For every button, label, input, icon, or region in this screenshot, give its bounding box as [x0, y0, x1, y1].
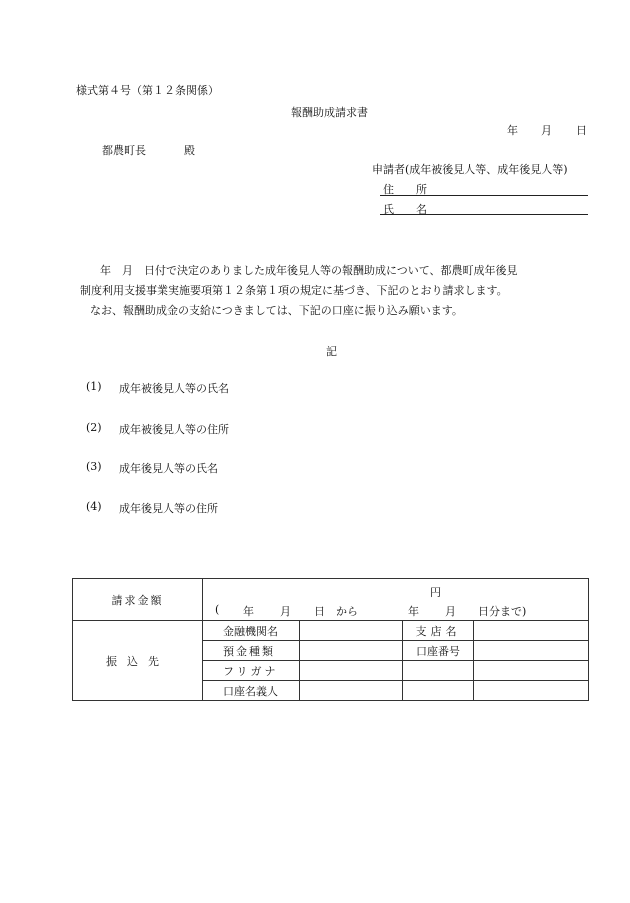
period-month-1: 月 [280, 604, 291, 618]
payment-table [72, 578, 589, 701]
date-month: 月 [541, 124, 552, 137]
bank-name-label: 金融機関名 [203, 621, 300, 641]
account-holder-input-extra-2[interactable] [474, 681, 589, 701]
account-holder-label: 口座名義人 [203, 681, 300, 701]
amount-cell[interactable] [203, 579, 589, 621]
account-holder-input-extra[interactable] [403, 681, 474, 701]
applicant-name-label: 氏 名 [383, 203, 427, 216]
applicant-name-line [380, 214, 588, 215]
branch-input[interactable] [474, 621, 589, 641]
ki-heading: 記 [326, 345, 337, 358]
date-day: 日 [576, 124, 587, 137]
deposit-type-input[interactable] [300, 641, 403, 661]
bank-name-input[interactable] [300, 621, 403, 641]
body-line-1: 年 月 日付で決定のありました成年後見人等の報酬助成について、都農町成年後見 [100, 264, 518, 277]
account-number-label: 口座番号 [403, 641, 474, 661]
item-1-label: 成年被後見人等の氏名 [119, 382, 229, 395]
applicant-address-line [380, 195, 588, 196]
item-2-number: (2) [86, 421, 102, 434]
form-number: 様式第４号（第１２条関係） [76, 84, 219, 97]
account-holder-input[interactable] [300, 681, 403, 701]
item-1-number: (1) [86, 380, 102, 393]
yen-label: 円 [430, 585, 441, 599]
period-year-1: 年 [243, 604, 254, 618]
furigana-input[interactable] [300, 661, 403, 681]
item-4-label: 成年後見人等の住所 [119, 502, 218, 515]
furigana-label: フリガナ [203, 661, 300, 681]
branch-label: 支店名 [403, 621, 474, 641]
period-day-to: 日分まで) [478, 604, 527, 618]
date-year: 年 [507, 124, 518, 137]
applicant-address-label: 住 所 [383, 183, 427, 196]
furigana-input-extra[interactable] [403, 661, 474, 681]
item-3-label: 成年後見人等の氏名 [119, 462, 218, 475]
account-number-input[interactable] [474, 641, 589, 661]
transfer-label: 振込先 [73, 621, 203, 701]
period-year-2: 年 [408, 604, 419, 618]
body-line-2: 制度利用支援事業実施要項第１２条第１項の規定に基づき、下記のとおり請求します。 [80, 284, 508, 297]
addressee: 都農町長 [102, 144, 146, 157]
item-4-number: (4) [86, 500, 102, 513]
addressee-honorific: 殿 [184, 144, 195, 157]
period-day-from: 日 から [314, 604, 358, 618]
period-month-2: 月 [445, 604, 456, 618]
applicant-label: 申請者(成年被後見人等、成年後見人等) [372, 163, 568, 176]
period-open: ( [215, 602, 220, 616]
body-line-3: なお、報酬助成金の支給につきましては、下記の口座に振り込み願います。 [90, 304, 463, 317]
document-title: 報酬助成請求書 [291, 106, 368, 119]
furigana-input-extra-2[interactable] [474, 661, 589, 681]
deposit-type-label: 預金種類 [203, 641, 300, 661]
item-3-number: (3) [86, 460, 102, 473]
item-2-label: 成年被後見人等の住所 [119, 423, 229, 436]
amount-label: 請求金額 [73, 579, 203, 621]
